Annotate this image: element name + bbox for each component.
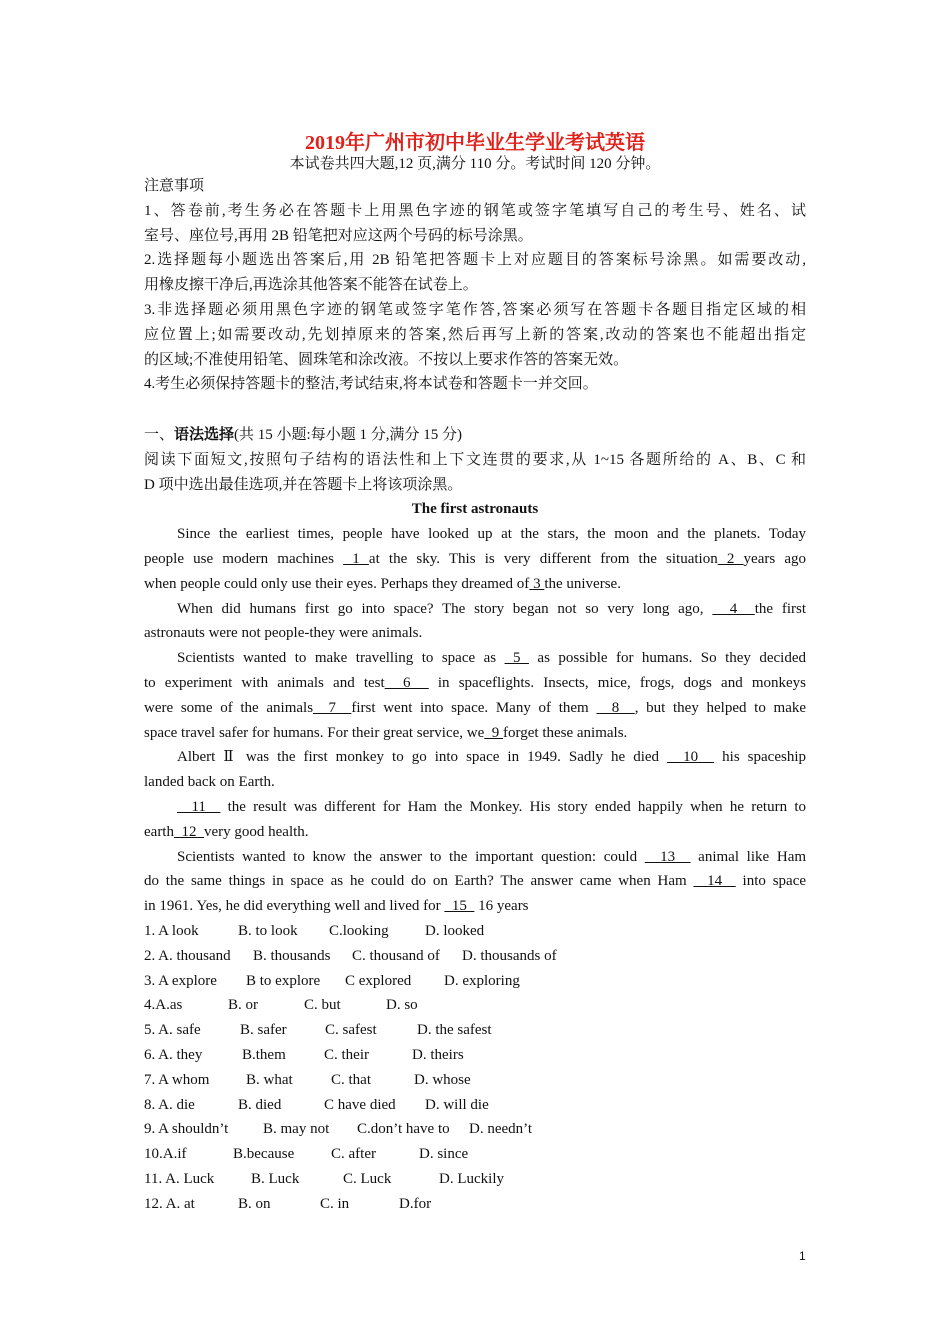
blank-7: 7: [313, 699, 352, 716]
passage-line: Scientists wanted to know the answer to the important question: could 13 animal like Ham: [177, 848, 807, 865]
option-c: C. safest: [325, 1022, 377, 1039]
option-c: C. but: [304, 997, 341, 1014]
option-c: C. their: [324, 1046, 369, 1063]
passage-line: do the same things in space as he could do on Earth? The answer came when Ham 14 into space: [144, 873, 807, 890]
option-d: D. since: [419, 1146, 469, 1163]
option-row: [144, 1093, 806, 1118]
option-c: C.don’t have to: [357, 1121, 450, 1138]
option-c: C. Luck: [343, 1170, 392, 1187]
option-row: [144, 969, 806, 994]
passage-line: to experiment with animals and test 6 in spaceflights. Insects, mice, frogs, dogs and monkeys: [144, 674, 806, 691]
passage-line: landed back on Earth.: [144, 774, 275, 791]
blank-8: 8: [596, 699, 635, 716]
option-a: 8. A. die: [144, 1096, 195, 1113]
note-2-line-2: 用橡皮擦干净后,再选涂其他答案不能答在试卷上。: [144, 277, 478, 294]
option-b: B. Luck: [251, 1170, 300, 1187]
section-info: (共 15 小题:每小题 1 分,满分 15 分): [234, 427, 462, 443]
option-a: 7. A whom: [144, 1071, 210, 1088]
passage-line: space travel safer for humans. For their great service, we 9 forget these animals.: [144, 724, 628, 741]
option-row: [144, 944, 806, 969]
note-4-line-1: 4.考生必须保持答题卡的整洁,考试结束,将本试卷和答题卡一并交回。: [144, 376, 598, 393]
blank-11: 11: [177, 798, 221, 815]
option-d: D. theirs: [412, 1046, 464, 1063]
exam-title: 2019年广州市初中毕业生学业考试英语: [305, 132, 645, 154]
note-1-line-1: 1、答卷前,考生务必在答题卡上用黑色字迹的钢笔或签字笔填写自己的考生号、姓名、试: [144, 202, 806, 219]
passage-line: Scientists wanted to make travelling to space as 5 as possible for humans. So they decided: [177, 650, 806, 667]
option-b: B.because: [233, 1146, 295, 1163]
blank-5: 5: [504, 650, 529, 667]
option-d: D.for: [399, 1195, 432, 1212]
blank-3: 3: [529, 575, 545, 592]
option-d: D. will die: [425, 1096, 489, 1113]
option-b: B. safer: [240, 1022, 287, 1039]
option-a: 10.A.if: [144, 1146, 187, 1163]
notes-section: [144, 174, 806, 397]
passage-line: 11 the result was different for Ham the Monkey. His story ended happily when he return to: [177, 798, 806, 815]
option-a: 11. A. Luck: [144, 1170, 215, 1187]
option-b: B. on: [238, 1195, 271, 1212]
option-d: D. Luckily: [439, 1170, 504, 1187]
option-a: 5. A. safe: [144, 1022, 201, 1039]
blank-6: 6: [384, 674, 429, 691]
grammar-section: [144, 423, 806, 1217]
note-3-line-1: 3.非选择题必须用黑色字迹的钢笔或签字笔作答,答案必须写在答题卡各题目指定区域的相: [144, 301, 806, 318]
passage-title: The first astronauts: [411, 501, 539, 518]
option-row: [144, 1018, 806, 1043]
option-d: D. thousands of: [462, 947, 557, 964]
note-3-line-2: 应位置上;如需要改动,先划掉原来的答案,然后再写上新的答案,改动的答案也不能超出指定: [144, 326, 806, 343]
option-c: C.looking: [329, 922, 389, 939]
note-1-line-2: 室号、座位号,再用 2B 铅笔把对应这两个号码的标号涂黑。: [144, 227, 533, 244]
option-c: C. thousand of: [352, 947, 440, 964]
passage-line: were some of the animals 7 first went into space. Many of them 8 , but they helped to make: [144, 699, 807, 716]
option-b: B. what: [246, 1071, 293, 1088]
option-b: B.them: [242, 1046, 286, 1063]
blank-14: 14: [693, 873, 736, 890]
blank-10: 10: [667, 749, 715, 766]
passage-line: Albert Ⅱ was the first monkey to go into space in 1949. Sadly he died 10 his spaceship: [177, 749, 806, 766]
option-a: 12. A. at: [144, 1195, 195, 1212]
blank-4: 4: [712, 600, 755, 617]
passage-line: When did humans first go into space? The story began not so very long ago, 4 the first: [177, 600, 806, 617]
blank-1: 1: [343, 550, 369, 567]
option-row: [144, 1117, 806, 1142]
blank-2: 2: [717, 550, 744, 567]
passage-line: earth 12 very good health.: [144, 823, 309, 840]
option-row: [144, 993, 806, 1018]
option-a: 9. A shouldn’t: [144, 1121, 229, 1138]
option-a: 4.A.as: [144, 997, 183, 1014]
option-d: D. whose: [414, 1071, 471, 1088]
option-a: 3. A explore: [144, 972, 217, 989]
blank-9: 9: [484, 724, 504, 741]
notes-heading: 注意事项: [144, 178, 205, 194]
option-d: D. exploring: [444, 972, 520, 989]
option-c: C have died: [324, 1096, 396, 1113]
option-b: B. died: [238, 1096, 282, 1113]
option-c: C explored: [345, 972, 412, 989]
passage-line: Since the earliest times, people have looked up at the stars, the moon and the planets. Today: [177, 526, 806, 543]
section-heading: [144, 423, 806, 448]
note-2-line-1: 2.选择题每小题选出答案后,用 2B 铅笔把答题卡上对应题目的答案标号涂黑。如需要改动,: [144, 252, 806, 269]
option-b: B to explore: [246, 972, 321, 989]
option-b: B. or: [228, 997, 258, 1014]
passage-line: when people could only use their eyes. Perhaps they dreamed of 3 the universe.: [144, 575, 621, 592]
note-3-line-3: 的区域;不准使用铅笔、圆珠笔和涂改液。不按以上要求作答的答案无效。: [144, 351, 629, 368]
option-d: D. needn’t: [469, 1121, 533, 1138]
option-row: [144, 1167, 806, 1192]
passage-line: astronauts were not people-they were animals.: [144, 625, 423, 642]
option-d: D. so: [386, 997, 418, 1014]
option-row: [144, 1068, 806, 1093]
option-row: [144, 919, 806, 944]
instruction-line-1: 阅读下面短文,按照句子结构的语法性和上下文连贯的要求,从 1~15 各题所给的 A、B、C 和: [144, 451, 806, 468]
passage-line: in 1961. Yes, he did everything well and lived for 15 16 years: [144, 898, 529, 915]
option-row: [144, 1192, 806, 1217]
exam-subtitle: 本试卷共四大题,12 页,满分 110 分。考试时间 120 分钟。: [289, 156, 661, 172]
option-row: [144, 1142, 806, 1167]
blank-15: 15: [444, 898, 475, 915]
option-d: D. the safest: [417, 1022, 492, 1039]
instruction-line-2: D 项中选出最佳选项,并在答题卡上将该项涂黑。: [144, 476, 463, 493]
section-name: 语法选择: [174, 427, 235, 443]
option-a: 1. A look: [144, 922, 199, 939]
option-c: C. that: [331, 1071, 371, 1088]
option-b: B. may not: [263, 1121, 330, 1138]
section-prefix: 一、: [144, 427, 175, 443]
option-b: B. to look: [238, 922, 298, 939]
option-b: B. thousands: [253, 947, 331, 964]
passage-line: people use modern machines 1 at the sky. This is very different from the situation 2 years ago: [144, 550, 806, 567]
option-a: 2. A. thousand: [144, 947, 231, 964]
option-c: C. after: [331, 1146, 376, 1163]
option-a: 6. A. they: [144, 1046, 203, 1063]
option-row: [144, 1043, 806, 1068]
option-d: D. looked: [425, 922, 485, 939]
blank-12: 12: [173, 823, 204, 840]
page-number: 1: [799, 1249, 806, 1263]
option-c: C. in: [320, 1195, 350, 1212]
blank-13: 13: [644, 848, 691, 865]
